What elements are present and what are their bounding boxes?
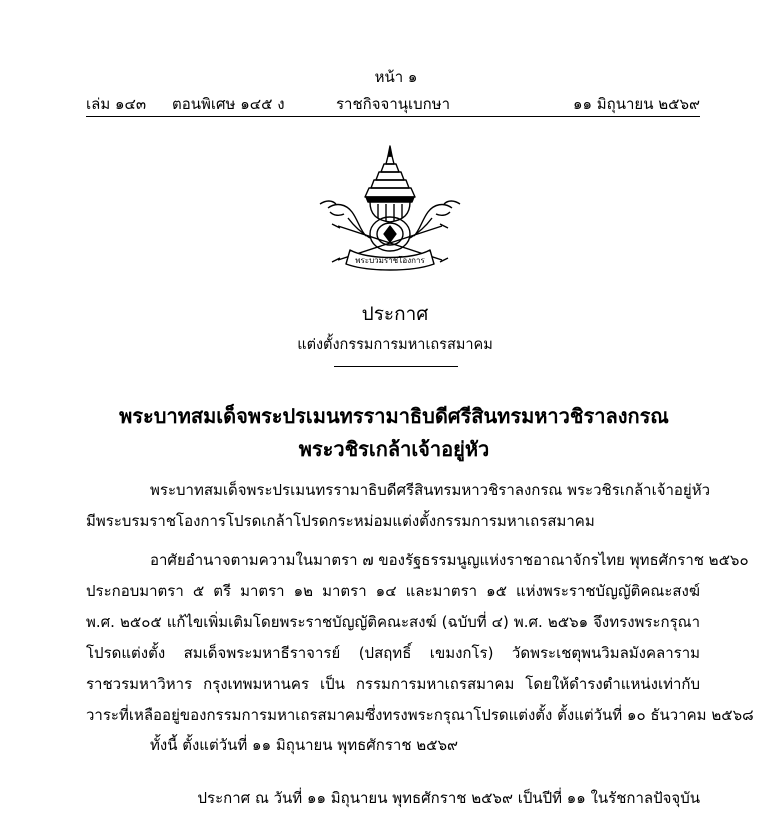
paragraph-1-line-2: มีพระบรมราชโองการโปรดเกล้าโปรดกระหม่อมแต่งตั้งกรรมการมหาเถรสมาคม — [86, 512, 595, 530]
royal-garuda-emblem-icon — [308, 142, 472, 272]
king-name-line-1: พระบาทสมเด็จพระปรเมนทรรามาธิบดีศรีสินทรมหาวชิราลงกรณ — [119, 404, 669, 428]
paragraph-1-line-1: พระบาทสมเด็จพระปรเมนทรรามาธิบดีศรีสินทรมหาวชิราลงกรณ พระวชิรเกล้าเจ้าอยู่หัว — [150, 481, 711, 499]
paragraph-2-line-1: อาศัยอำนาจตามความในมาตรา ๗ ของรัฐธรรมนูญแห่งราชอาณาจักรไทย พุทธศักราช ๒๕๖๐ — [150, 551, 749, 569]
announcement-title: ประกาศ — [361, 303, 429, 325]
gazette-volume: เล่ม ๑๔๓ — [86, 95, 147, 113]
paragraph-2-line-3: พ.ศ. ๒๕๐๕ แก้ไขเพิ่มเติมโดยพระราชบัญญัติคณะสงฆ์ (ฉบับที่ ๔) พ.ศ. ๒๕๖๑ จึงทรงพระกรุณา — [86, 613, 700, 631]
gazette-date: ๑๑ มิถุนายน ๒๕๖๙ — [572, 95, 700, 113]
king-name-line-2: พระวชิรเกล้าเจ้าอยู่หัว — [298, 437, 490, 461]
page-number: หน้า ๑ — [374, 68, 418, 86]
gazette-section: ตอนพิเศษ ๑๔๕ ง — [172, 95, 285, 113]
paragraph-2-line-2: ประกอบมาตรา ๕ ตรี มาตรา ๑๒ มาตรา ๑๔ และมาตรา ๑๕ แห่งพระราชบัญญัติคณะสงฆ์ — [86, 582, 700, 600]
svg-text:พระบวมราชโองการ: พระบวมราชโองการ — [355, 256, 425, 265]
paragraph-2-line-6: วาระที่เหลืออยู่ของกรรมการมหาเถรสมาคมซึ่งทรงพระกรุณาโปรดแต่งตั้ง ตั้งแต่วันที่ ๑๐ ธันวาคม ๒๕๖๘ — [86, 706, 754, 724]
header-divider — [86, 116, 700, 117]
announcement-subtitle: แต่งตั้งกรรมการมหาเถรสมาคม — [297, 337, 493, 353]
paragraph-2-line-5: ราชวรมหาวิหาร กรุงเทพมหานคร เป็น กรรมการมหาเถรสมาคม โดยให้ดำรงตำแหน่งเท่ากับ — [86, 675, 700, 693]
paragraph-3-line-1: ทั้งนี้ ตั้งแต่วันที่ ๑๑ มิถุนายน พุทธศักราช ๒๕๖๙ — [150, 736, 459, 754]
title-divider — [334, 366, 458, 367]
gazette-name: ราชกิจจานุเบกษา — [336, 95, 451, 113]
given-date-line: ประกาศ ณ วันที่ ๑๑ มิถุนายน พุทธศักราช ๒๕๖๙ เป็นปีที่ ๑๑ ในรัชกาลปัจจุบัน — [197, 789, 700, 807]
paragraph-2-line-4: โปรดแต่งตั้ง สมเด็จพระมหาธีราจารย์ (ปสฤทธิ์ เขมงกโร) วัดพระเชตุพนวิมลมังคลาราม — [86, 644, 700, 662]
